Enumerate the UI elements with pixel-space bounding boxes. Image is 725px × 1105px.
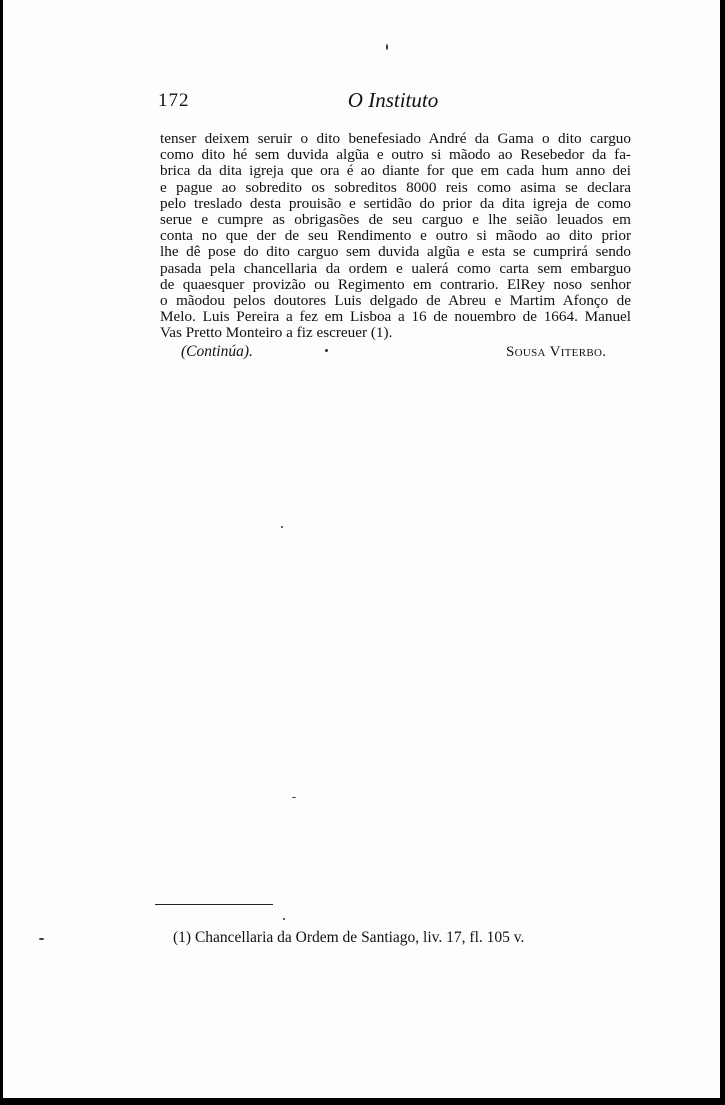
body-line: pelo treslado desta prouisão e sertidão do prior da dita igreja de como: [160, 195, 631, 212]
body-line: como dito hé sem duvida algũa e outro si mãodo ao Resebedor da fa-: [160, 147, 631, 164]
scan-speck: [283, 918, 285, 920]
footnote: (1) Chancellaria da Ordem de Santiago, liv. 17, fl. 105 v.: [173, 929, 525, 946]
body-line: tenser deixem seruir o dito benefesiado André da Gama o dito carguo: [160, 131, 631, 147]
page-number: 172: [158, 90, 190, 111]
body-line: o mãodou pelos doutores Luis delgado de Abreu e Martim Afonço de: [160, 293, 631, 310]
scan-speck: [386, 44, 388, 50]
running-title: O Instituto: [347, 88, 439, 112]
body-text: [160, 131, 631, 342]
body-line: conta no que der de seu Rendimento e outro si mãodo ao dito prior: [160, 228, 631, 245]
document-page: [3, 0, 724, 1103]
body-line: brica da dita igreja que ora é ao diante for que em cada hum anno dei: [160, 163, 631, 180]
scan-speck: [325, 349, 328, 352]
author-signature: Sousa Viterbo.: [506, 344, 607, 360]
body-line: serue e cumpre as obrigasões de seu carguo e lhe seião leuados em: [160, 212, 631, 229]
body-line: de quaesquer provizão ou Regimento em contrario. ElRey noso senhor: [160, 276, 631, 293]
continua-note: (Continúa).: [181, 343, 253, 360]
body-line: Vas Pretto Monteiro a fiz escreuer (1).: [160, 325, 393, 342]
footnote-divider: [155, 904, 273, 905]
body-line: lhe dê pose do dito carguo sem duvida algũa e esta se cumprirá sendo: [160, 244, 631, 261]
scan-speck: [39, 938, 44, 940]
body-line: Melo. Luis Pereira a fez em Lisboa a 16 de nouembro de 1664. Manuel: [160, 309, 631, 326]
scan-speck: [281, 526, 283, 528]
scan-speck: [292, 797, 296, 798]
body-line: e pague ao sobredito os sobreditos 8000 reis como asima se declara: [160, 179, 631, 196]
body-line: pasada pela chancellaria da ordem e ualerá como carta sem embarguo: [160, 260, 631, 277]
